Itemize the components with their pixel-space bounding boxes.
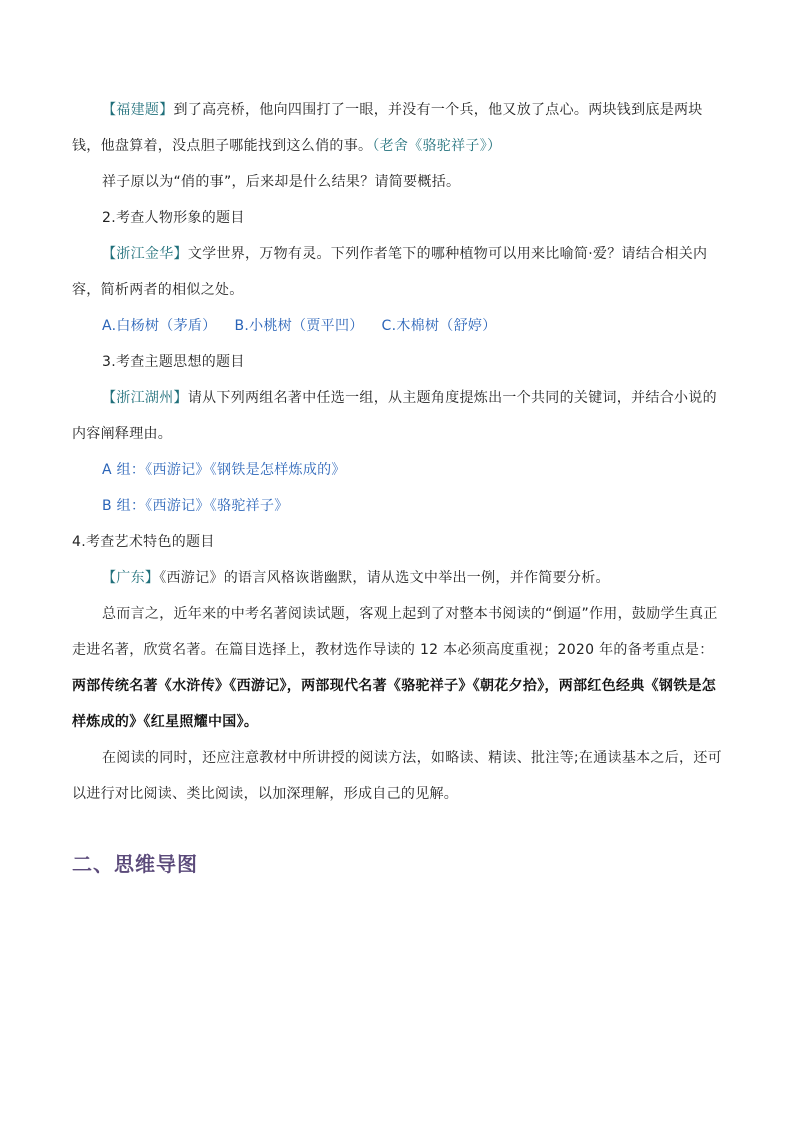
summary-text: 总而言之，近年来的中考名著阅读试题，客观上起到了对整本书阅读的“倒逼”作用，鼓励学生真正走进名著，欣赏名著。在篇目选择上，教材选作导读的 12 本必须高度重视；2020 年的备考重点是： <box>72 606 718 658</box>
fujian-question: 祥子原以为“俏的事”，后来却是什么结果？请简要概括。 <box>102 174 461 190</box>
huzhou-question <box>72 380 722 452</box>
question-tag: 【浙江湖州】 <box>102 390 188 406</box>
jinhua-options <box>72 308 722 344</box>
option-b: B.小桃树（贾平凹） <box>234 318 364 334</box>
question-text: 《西游记》的语言风格诙谐幽默，请从选文中举出一例，并作简要分析。 <box>159 570 610 586</box>
fujian-passage <box>72 92 722 164</box>
document-body <box>72 92 722 812</box>
question-text: 文学世界，万物有灵。下列作者笔下的哪种植物可以用来比喻简·爱？请结合相关内容，简析两者的相似之处。 <box>72 246 708 298</box>
question-tag: 【广东】 <box>102 570 160 586</box>
summary-key-books: 两部传统名著《水浒传》《西游记》，两部现代名著《骆驼祥子》《朝花夕拾》，两部红色经典《钢铁是怎样炼成的》《红星照耀中国》。 <box>72 678 717 730</box>
section-title: 二、思维导图 <box>72 852 198 876</box>
group-a: A 组：《西游记》《钢铁是怎样炼成的》 <box>102 462 346 478</box>
question-text: 请从下列两组名著中任选一组，从主题角度提炼出一个共同的关键词，并结合小说的内容阐释理由。 <box>72 390 717 442</box>
passage-source: （老舍《骆驼祥子》） <box>372 138 502 154</box>
option-c: C.木棉树（舒婷） <box>381 318 497 334</box>
group-b: B 组：《西游记》《骆驼祥子》 <box>102 498 289 514</box>
option-a: A.白杨树（茅盾） <box>102 318 217 334</box>
question-tag: 【浙江金华】 <box>102 246 188 262</box>
jinhua-question <box>72 236 722 308</box>
summary-paragraph <box>72 596 722 740</box>
heading-art: 4.考查艺术特色的题目 <box>72 534 215 550</box>
question-tag: 【福建题】 <box>102 102 174 118</box>
heading-theme: 3.考查主题思想的题目 <box>102 354 245 370</box>
heading-character: 2.考查人物形象的题目 <box>102 210 245 226</box>
guangdong-question <box>72 560 722 596</box>
passage-text: 到了高亮桥，他向四围打了一眼，并没有一个兵，他又放了点心。两块钱到底是两块钱，他盘算着，没点胆子哪能找到这么俏的事。 <box>72 102 703 154</box>
closing-paragraph: 在阅读的同时，还应注意教材中所讲授的阅读方法，如略读、精读、批注等;在通读基本之后，还可以进行对比阅读、类比阅读，以加深理解，形成自己的见解。 <box>72 750 722 802</box>
